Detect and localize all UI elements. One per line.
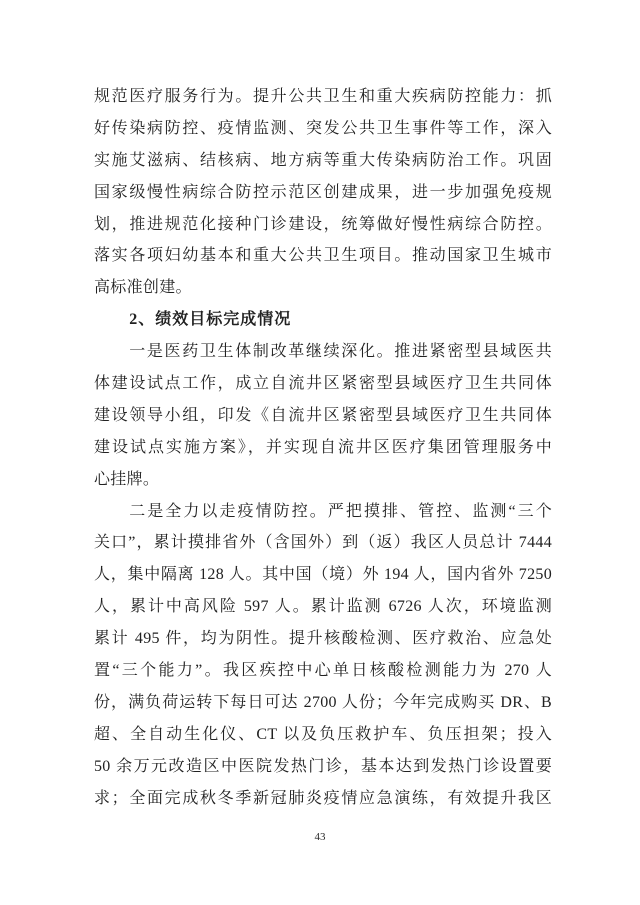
text-line: 心挂牌。 [94,470,160,488]
text-line: 建设领导小组，印发《自流井区紧密型县域医疗卫生共同体 [94,406,552,424]
page-number: 43 [314,831,326,843]
text-line: 一是医药卫生体制改革继续深化。推进紧密型县域医共 [129,343,552,361]
text-line: 规范医疗服务行为。提升公共卫生和重大疾病防控能力：抓 [94,88,552,105]
text-line: 份，满负荷运转下每日可达 2700 人份；今年完成购买 DR、B [94,693,552,711]
text-line: 关口”，累计摸排省外（含国外）到（返）我区人员总计 7444 [94,534,552,552]
text-line: 置“三个能力”。我区疾控中心单日核酸检测能力为 270 人 [94,662,552,680]
text-line: 求；全面完成秋冬季新冠肺炎疫情应急演练，有效提升我区 [94,789,552,807]
text-line: 体建设试点工作，成立自流井区紧密型县域医疗卫生共同体 [94,375,552,393]
text-line: 二是全力以走疫情防控。严把摸排、管控、监测“三个 [129,502,552,520]
text-line: 超、全自动生化仪、CT 以及负压救护车、负压担架；投入 [94,725,552,743]
section-heading: 2、绩效目标完成情况 [129,311,292,329]
text-line: 累计 495 件，均为阴性。提升核酸检测、医疗救治、应急处 [94,630,552,648]
text-line: 高标准创建。 [94,279,192,297]
text-line: 建设试点实施方案》，并实现自流井区医疗集团管理服务中 [94,438,552,456]
text-line: 人，集中隔离 128 人。其中国（境）外 194 人，国内省外 7250 [94,566,552,584]
text-line: 人，累计中高风险 597 人。累计监测 6726 人次，环境监测 [94,598,552,616]
text-line: 划，推进规范化接种门诊建设，统筹做好慢性病综合防控。 [94,215,552,233]
text-line: 好传染病防控、疫情监测、突发公共卫生事件等工作，深入 [94,119,552,137]
text-line: 实施艾滋病、结核病、地方病等重大传染病防治工作。巩固 [94,151,552,169]
text-line: 国家级慢性病综合防控示范区创建成果，进一步加强免疫规 [94,183,552,201]
text-line: 落实各项妇幼基本和重大公共卫生项目。推动国家卫生城市 [94,247,552,265]
document-body [94,81,552,814]
text-line: 50 余万元改造区中医院发热门诊，基本达到发热门诊设置要 [94,757,552,775]
